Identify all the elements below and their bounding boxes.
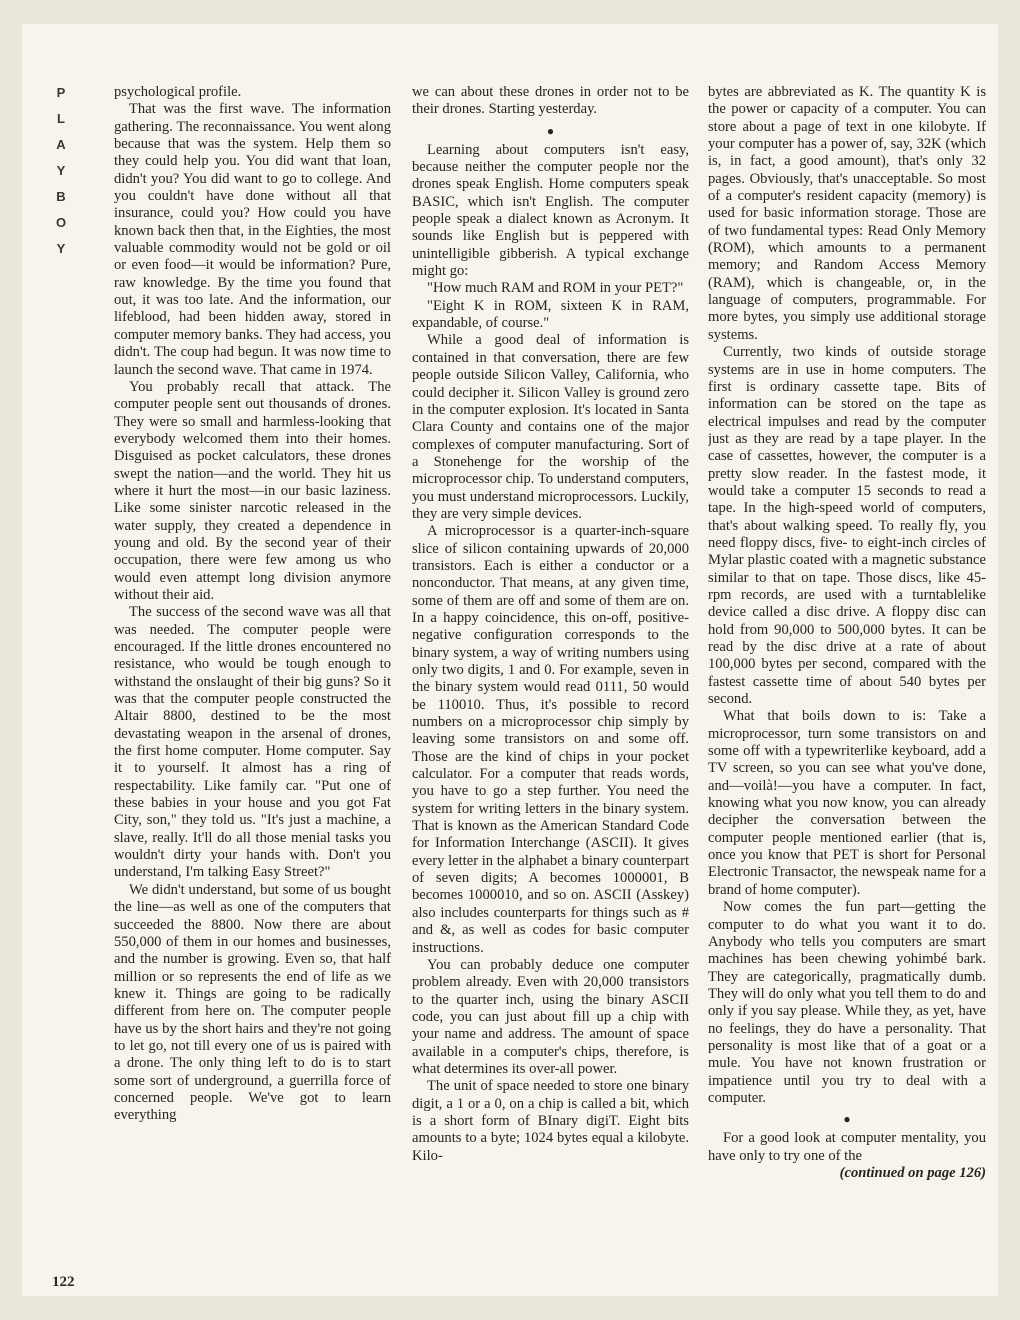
continued-on-page-note: (continued on page 126) — [839, 1164, 986, 1181]
paragraph: we can about these drones in order not to be their drones. Starting yesterday. — [412, 84, 689, 118]
paragraph: Currently, two kinds of outside storage systems are in use in home computers. The first is ordinary cassette tape. Bits of information can be stored on the tape as electrical impulses and read by the computer just as they are read by a tape player. In the case of cassettes, however, the computer is a pretty slow reader. In the fastest mode, it would take a computer 15 seconds to read a tape. In the high-speed world of computers, that's about walking speed. To really fly, you need floppy discs, five- to eight-inch circles of Mylar plastic coated with a magnetic substance similar to that on tape. Those discs, like 45-rpm records, are used with a turntablelike device called a disc drive. A floppy disc can hold from 90,000 to 500,000 bytes. It can be read by the disc drive at a rate of about 100,000 bytes per second, compared with the fastest cassette time of about 540 bytes per second. — [708, 344, 986, 708]
paragraph: Learning about computers isn't easy, because neither the computer people nor the drones speak English. Home computers speak BASIC, which isn't English. The computer people speak a dialect known as Acronym. It sounds like English but is peppered with unintelligible gibberish. A typical exchange might go: — [412, 141, 689, 280]
magazine-spine-title — [52, 80, 70, 262]
article-column-3 — [708, 84, 986, 1296]
spine-letter: Y — [56, 163, 66, 178]
spine-letter: P — [56, 85, 66, 100]
paragraph: While a good deal of information is contained in that conversation, there are few people outside Silicon Valley, California, who could decipher it. Silicon Valley is ground zero in the computer explosion. It's located in Santa Clara County and contains one of the major complexes of computer manufacturing. Sort of a Stonehenge for the worship of the microprocessor chip. To understand computers, you must understand microprocessors. Luckily, they are very simple devices. — [412, 332, 689, 522]
paragraph: Now comes the fun part—getting the computer to do what you want it to do. Anybody who tells you computers are smart machines has been chewing yohimbé bark. They are categorically, pragmatically dumb. They will do only what you tell them to do and only if you say please. While they, as yet, have no feelings, they do have a personality. That personality is most like that of a goat or a mule. You have not known frustration or impatience until you try to deal with a computer. — [708, 899, 986, 1106]
paragraph: "How much RAM and ROM in your PET?" — [427, 280, 684, 297]
paragraph: We didn't understand, but some of us bought the line—as well as one of the computers that succeeded the 8800. Now there are about 550,000 of them in our homes and businesses, and the number is growing. Even so, that half million or so represents the end of life as we knew it. Things are going to be radically different from here on. The computer people have us by the short hairs and they're not going to let go, not till every one of us is paired with a drone. The only thing left to do is to start some sort of underground, a guerrilla force of concerned people. We've got to learn everything — [114, 881, 391, 1124]
paragraph: bytes are abbreviated as K. The quantity K is the power or capacity of a computer. You can store about a page of text in one kilobyte. If your computer has a power of, say, 32K (which is, in fact, a good amount), that's only 32 pages. Obviously, that's unacceptable. So most of a computer's resident capacity (memory) is used for basic information storage. Those are of two fundamental types: Read Only Memory (ROM), which amounts to a permanent memory; and Random Access Memory (RAM), which is changeable, or, in the language of computers, programmable. For more bytes, you simply use additional storage systems. — [708, 84, 986, 343]
paragraph: A microprocessor is a quarter-inch-square slice of silicon containing upwards of 20,000 transistors. Each is either a conductor or a nonconductor. That means, at any given time, some of them are off and some of them are on. In a happy coincidence, this on-off, positive-negative configuration corresponds to the binary system, a way of writing numbers using only two digits, 1 and 0. For example, seven in the binary system would read 0111, 50 would be 110010. Thus, it's possible to record numbers on a microprocessor chip simply by leaving some transistors on and some off. Those are the kind of chips in your pocket calculator. For a computer that reads words, you have to go a step further. You need the system for writing letters in the binary system. That is known as the American Standard Code for Information Interchange (ASCII). It gives every letter in the alphabet a binary counterpart of seven digits; A becomes 1000001, B becomes 1000010, and so on. ASCII (Asskey) also includes counterparts for things such as # and &, as well as codes for basic computer instructions. — [412, 523, 689, 956]
magazine-page — [22, 24, 998, 1296]
spine-letter: B — [56, 189, 66, 204]
section-divider-bullet: ● — [546, 123, 555, 138]
paragraph: For a good look at computer mentality, you have only to try one of the — [708, 1130, 986, 1164]
article-column-1 — [114, 84, 391, 1296]
section-divider-bullet: ● — [843, 1112, 851, 1127]
paragraph: The unit of space needed to store one binary digit, a 1 or a 0, on a chip is called a bit, which is a short form of BInary digiT. Eight bits amounts to a byte; 1024 bytes equal a kilobyte. Kilo- — [412, 1078, 689, 1164]
page-number: 122 — [52, 1274, 75, 1290]
paragraph: The success of the second wave was all that was needed. The computer people were encouraged. If the little drones encountered no resistance, who would be tough enough to withstand the onslaught of their big guns? So it was that the computer people constructed the Altair 8800, destined to be the most devastating weapon in the arsenal of drones, the first home computer. Home computer. Say it to yourself. It almost has a ring of respectability. Like family car. "Put one of these babies in your house and you got Fat City, son," they told us. "It's just a machine, a slave, really. It'll do all those menial tasks you wouldn't dirty your hands with. Don't you understand, I'm talking Easy Street?" — [114, 604, 391, 881]
paragraph: That was the first wave. The information gathering. The reconnaissance. You went along because that was the system. Help them so they could help you. You did want that loan, didn't you? You did want to go to college. And you couldn't have done without all that insurance, could you? How could you have known back then that, in the Eighties, the most valuable commodity would not be gold or oil or even food—it would be information? Pure, raw knowledge. By the time you found that out, it was too late. And the information, our lifeblood, had been hidden away, stored in computer memory banks. They had access, you didn't. The coup had begun. It was now time to launch the second wave. That came in 1974. — [114, 101, 391, 378]
paragraph: "Eight K in ROM, sixteen K in RAM, expandable, of course." — [412, 297, 689, 332]
spine-letter: A — [56, 137, 66, 152]
spine-letter: L — [57, 111, 65, 126]
paragraph: psychological profile. — [114, 84, 242, 100]
paragraph: You probably recall that attack. The computer people sent out thousands of drones. They were so small and harmless-looking that everybody welcomed them into their homes. Disguised as pocket calculators, these drones swept the nation—and the world. They hit us where it hurt the most—in our basic laziness. Like some sinister narcotic released in the water supply, they created a dependence in young and old. By the second year of their occupation, there were few among us who would even attempt long division anymore without their aid. — [114, 378, 391, 603]
article-column-2 — [412, 84, 689, 1296]
spine-letter: O — [55, 215, 67, 230]
spine-letter: Y — [56, 241, 66, 256]
paragraph: You can probably deduce one computer problem already. Even with 20,000 transistors to the quarter inch, using the binary ASCII code, you can just about fill up a chip with your name and address. The amount of space available in a computer's chips, therefore, is what determines its over-all power. — [412, 956, 689, 1077]
paragraph: What that boils down to is: Take a microprocessor, turn some transistors on and some off with a typewriterlike keyboard, add a TV screen, so you can see what you've done, and—voilà!—you have a computer. In fact, knowing what you now know, you can already decipher the conversation between the computer people mentioned earlier (that is, once you know that PET is short for Personal Electronic Transactor, the newspeak name for a brand of home computer). — [708, 708, 986, 898]
